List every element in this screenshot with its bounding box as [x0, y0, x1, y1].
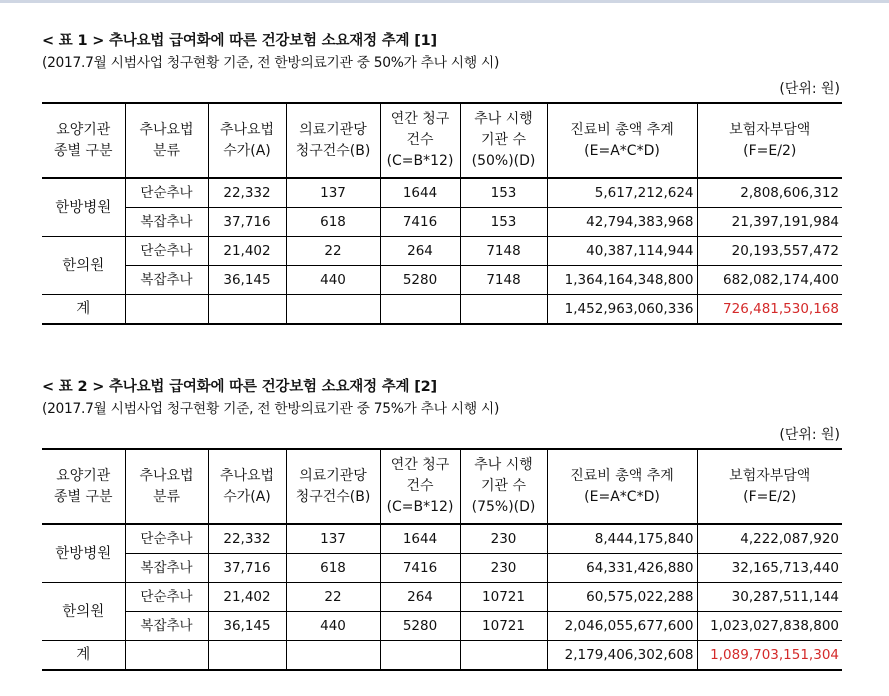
empty-cell — [460, 295, 547, 325]
table-1-title: < 표 1 > 추나요법 급여화에 따른 건강보험 소요재정 추계 [1] — [42, 33, 437, 49]
table-row — [42, 208, 842, 237]
cell-annual: 7416 — [380, 554, 460, 583]
table-1-unit: (단위: 원) — [779, 81, 840, 97]
col-header-fee: 추나요법 수가(A) — [208, 449, 286, 524]
cell-institutions: 153 — [460, 178, 547, 208]
table-row — [42, 178, 842, 208]
cell-insurer: 2,808,606,312 — [697, 178, 842, 208]
sum-insurer-highlight: 726,481,530,168 — [697, 295, 842, 325]
table-row — [42, 237, 842, 266]
cell-claims: 22 — [286, 237, 380, 266]
cell-fee: 21,402 — [208, 583, 286, 612]
cell-type: 복잡추나 — [125, 612, 208, 641]
col-header-chuna-type: 추나요법 분류 — [125, 449, 208, 524]
table-1 — [42, 102, 842, 325]
table-1-subtitle: (2017.7월 시범사업 청구현황 기준, 전 한방의료기관 중 50%가 추나 시행 시) — [42, 55, 500, 71]
group-label: 한방병원 — [42, 178, 125, 237]
cell-insurer: 32,165,713,440 — [697, 554, 842, 583]
col-header-institutions: 추나 시행 기관 수 (75%)(D) — [460, 449, 547, 524]
sum-label: 계 — [42, 641, 125, 671]
cell-type: 복잡추나 — [125, 266, 208, 295]
cell-fee: 37,716 — [208, 554, 286, 583]
cell-institutions: 7148 — [460, 237, 547, 266]
empty-cell — [380, 641, 460, 671]
cell-total: 1,364,164,348,800 — [547, 266, 697, 295]
col-header-institutions: 추나 시행 기관 수 (50%)(D) — [460, 103, 547, 178]
cell-type: 복잡추나 — [125, 208, 208, 237]
cell-annual: 7416 — [380, 208, 460, 237]
sum-label: 계 — [42, 295, 125, 325]
cell-institutions: 10721 — [460, 612, 547, 641]
cell-annual: 1644 — [380, 524, 460, 554]
cell-institutions: 230 — [460, 524, 547, 554]
cell-claims: 440 — [286, 266, 380, 295]
sum-insurer-highlight: 1,089,703,151,304 — [697, 641, 842, 671]
table-row — [42, 524, 842, 554]
table-header-row — [42, 103, 842, 178]
table-header-row — [42, 449, 842, 524]
col-header-insurer-share: 보험자부담액 (F=E/2) — [697, 103, 842, 178]
col-header-annual-claims: 연간 청구 건수 (C=B*12) — [380, 449, 460, 524]
col-header-insurer-share: 보험자부담액 (F=E/2) — [697, 449, 842, 524]
cell-fee: 37,716 — [208, 208, 286, 237]
empty-cell — [208, 295, 286, 325]
cell-annual: 5280 — [380, 266, 460, 295]
col-header-chuna-type: 추나요법 분류 — [125, 103, 208, 178]
cell-annual: 5280 — [380, 612, 460, 641]
cell-claims: 440 — [286, 612, 380, 641]
empty-cell — [125, 641, 208, 671]
table-2-title: < 표 2 > 추나요법 급여화에 따른 건강보험 소요재정 추계 [2] — [42, 379, 437, 395]
table-2-section — [42, 376, 842, 671]
cell-claims: 137 — [286, 524, 380, 554]
col-header-total-cost: 진료비 총액 추계 (E=A*C*D) — [547, 103, 697, 178]
cell-insurer: 21,397,191,984 — [697, 208, 842, 237]
cell-claims: 22 — [286, 583, 380, 612]
empty-cell — [208, 641, 286, 671]
cell-type: 단순추나 — [125, 237, 208, 266]
table-1-section — [42, 30, 842, 325]
empty-cell — [380, 295, 460, 325]
cell-fee: 22,332 — [208, 524, 286, 554]
cell-type: 단순추나 — [125, 583, 208, 612]
sum-row — [42, 641, 842, 671]
cell-institutions: 7148 — [460, 266, 547, 295]
cell-total: 2,046,055,677,600 — [547, 612, 697, 641]
empty-cell — [125, 295, 208, 325]
table-2-subtitle: (2017.7월 시범사업 청구현황 기준, 전 한방의료기관 중 75%가 추나 시행 시) — [42, 401, 500, 417]
cell-insurer: 4,222,087,920 — [697, 524, 842, 554]
group-label: 한의원 — [42, 237, 125, 295]
cell-total: 42,794,383,968 — [547, 208, 697, 237]
cell-institutions: 230 — [460, 554, 547, 583]
group-label: 한방병원 — [42, 524, 125, 583]
cell-annual: 1644 — [380, 178, 460, 208]
col-header-institution: 요양기관 종별 구분 — [42, 449, 125, 524]
cell-fee: 36,145 — [208, 612, 286, 641]
cell-total: 5,617,212,624 — [547, 178, 697, 208]
empty-cell — [286, 641, 380, 671]
cell-claims: 137 — [286, 178, 380, 208]
empty-cell — [286, 295, 380, 325]
table-row — [42, 554, 842, 583]
cell-annual: 264 — [380, 237, 460, 266]
cell-type: 복잡추나 — [125, 554, 208, 583]
top-border-line — [0, 0, 889, 3]
col-header-annual-claims: 연간 청구 건수 (C=B*12) — [380, 103, 460, 178]
cell-insurer: 1,023,027,838,800 — [697, 612, 842, 641]
sum-total: 1,452,963,060,336 — [547, 295, 697, 325]
col-header-claims: 의료기관당 청구건수(B) — [286, 449, 380, 524]
cell-fee: 21,402 — [208, 237, 286, 266]
cell-insurer: 30,287,511,144 — [697, 583, 842, 612]
sum-row — [42, 295, 842, 325]
col-header-institution: 요양기관 종별 구분 — [42, 103, 125, 178]
table-2 — [42, 448, 842, 671]
cell-total: 64,331,426,880 — [547, 554, 697, 583]
cell-insurer: 682,082,174,400 — [697, 266, 842, 295]
empty-cell — [460, 641, 547, 671]
col-header-total-cost: 진료비 총액 추계 (E=A*C*D) — [547, 449, 697, 524]
table-2-unit: (단위: 원) — [779, 427, 840, 443]
cell-claims: 618 — [286, 208, 380, 237]
table-row — [42, 583, 842, 612]
cell-institutions: 153 — [460, 208, 547, 237]
cell-total: 40,387,114,944 — [547, 237, 697, 266]
col-header-claims: 의료기관당 청구건수(B) — [286, 103, 380, 178]
cell-total: 60,575,022,288 — [547, 583, 697, 612]
col-header-fee: 추나요법 수가(A) — [208, 103, 286, 178]
sum-total: 2,179,406,302,608 — [547, 641, 697, 671]
cell-fee: 36,145 — [208, 266, 286, 295]
cell-total: 8,444,175,840 — [547, 524, 697, 554]
cell-insurer: 20,193,557,472 — [697, 237, 842, 266]
cell-type: 단순추나 — [125, 178, 208, 208]
cell-fee: 22,332 — [208, 178, 286, 208]
group-label: 한의원 — [42, 583, 125, 641]
table-row — [42, 266, 842, 295]
cell-annual: 264 — [380, 583, 460, 612]
cell-institutions: 10721 — [460, 583, 547, 612]
table-row — [42, 612, 842, 641]
cell-type: 단순추나 — [125, 524, 208, 554]
cell-claims: 618 — [286, 554, 380, 583]
